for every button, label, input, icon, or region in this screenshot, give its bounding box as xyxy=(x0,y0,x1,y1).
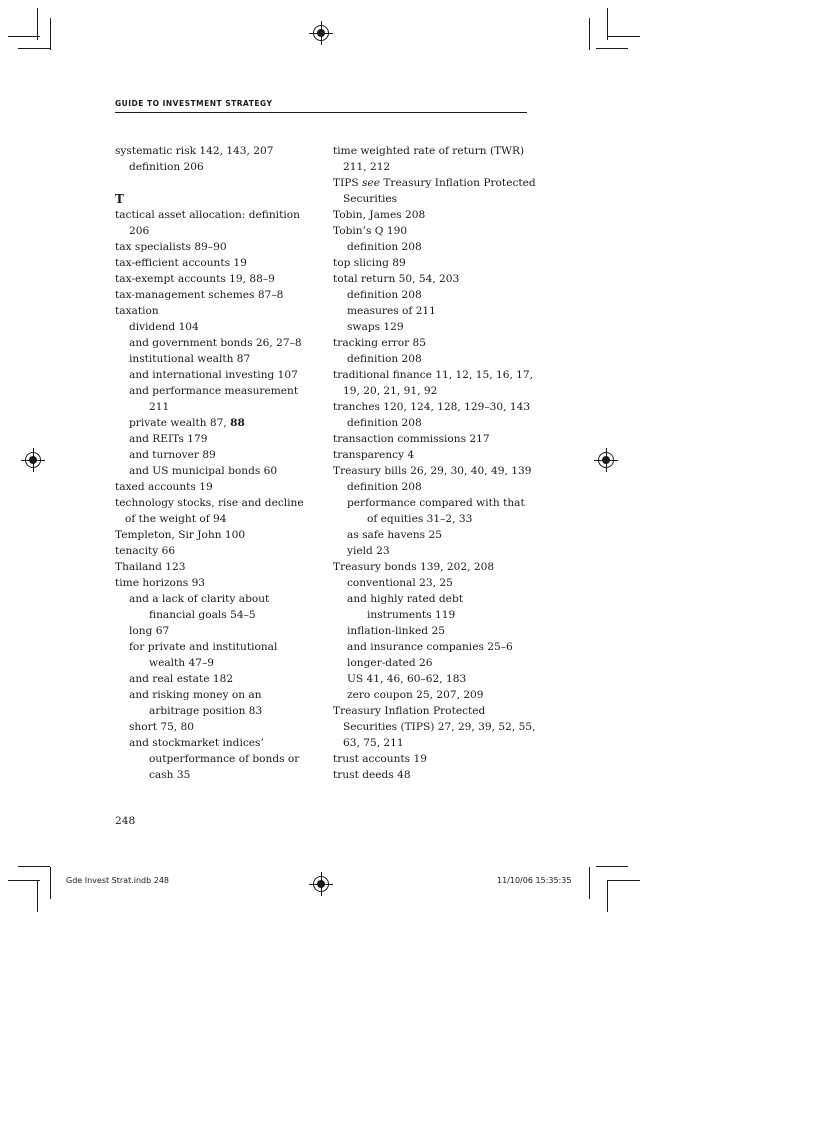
index-entry-text: and a lack of clarity about xyxy=(129,593,270,605)
index-entry xyxy=(115,735,315,751)
index-entry-text: 19, 20, 21, 91, 92 xyxy=(343,385,438,397)
crop-mark xyxy=(37,880,38,912)
index-entry-text: tax-exempt accounts 19, 88–9 xyxy=(115,273,275,285)
index-entry-text: transparency 4 xyxy=(333,449,415,461)
index-entry-text: as safe havens 25 xyxy=(347,529,442,541)
index-entry-text: Treasury bills 26, 29, 30, 40, 49, 139 xyxy=(333,465,532,477)
index-entry xyxy=(125,751,315,767)
index-entry-text: tactical asset allocation: definition xyxy=(115,209,300,221)
slug-filename: Gde Invest Strat.indb 248 xyxy=(66,876,170,885)
index-entry xyxy=(333,639,533,655)
index-entry-text: 211, 212 xyxy=(343,161,391,173)
index-entry-text: transaction commissions 217 xyxy=(333,433,490,445)
index-entry xyxy=(115,511,315,527)
index-entry xyxy=(115,351,315,367)
index-entry xyxy=(115,255,315,271)
index-entry-text: short 75, 80 xyxy=(129,721,195,733)
index-see-reference: see xyxy=(362,177,380,189)
index-entry-text: Securities (TIPS) 27, 29, 39, 52, 55, xyxy=(343,721,536,733)
index-entry xyxy=(333,223,533,239)
index-entry-text: definition 208 xyxy=(347,241,422,253)
crop-mark xyxy=(37,8,38,40)
index-entry-text: and US municipal bonds 60 xyxy=(129,465,278,477)
index-entry xyxy=(333,271,533,287)
index-entry-text: and REITs 179 xyxy=(129,433,208,445)
index-entry-text: and real estate 182 xyxy=(129,673,234,685)
index-entry xyxy=(333,447,533,463)
index-entry-text: of the weight of 94 xyxy=(125,513,227,525)
index-entry xyxy=(333,175,536,191)
index-section-letter: T xyxy=(115,192,124,206)
index-entry-text: systematic risk 142, 143, 207 xyxy=(115,145,274,157)
index-entry-text: taxation xyxy=(115,305,159,317)
registration-mark-icon xyxy=(598,452,614,468)
index-entry-text: technology stocks, rise and decline xyxy=(115,497,304,509)
crop-mark xyxy=(50,18,51,50)
index-entry-text: Thailand 123 xyxy=(115,561,186,573)
index-entry xyxy=(333,543,533,559)
index-entry xyxy=(115,415,315,431)
index-entry-text: tenacity 66 xyxy=(115,545,176,557)
crop-mark xyxy=(589,18,590,50)
index-entry xyxy=(115,223,315,239)
index-entry-text: institutional wealth 87 xyxy=(129,353,251,365)
index-entry-text: arbitrage position 83 xyxy=(149,705,263,717)
index-entry xyxy=(333,671,533,687)
index-entry xyxy=(115,591,315,607)
index-entry-text: inflation-linked 25 xyxy=(347,625,445,637)
index-entry xyxy=(115,383,315,399)
index-entry-text: private wealth 87, xyxy=(129,417,231,429)
index-entry-text: performance compared with that xyxy=(347,497,525,509)
index-entry-text: yield 23 xyxy=(347,545,390,557)
index-entry xyxy=(343,607,533,623)
index-entry xyxy=(115,287,315,303)
index-entry xyxy=(125,655,315,671)
index-entry xyxy=(115,431,315,447)
index-entry xyxy=(343,511,533,527)
index-entry-text: time horizons 93 xyxy=(115,577,206,589)
crop-mark xyxy=(589,867,590,899)
index-entry xyxy=(333,399,533,415)
index-entry-text: outperformance of bonds or xyxy=(149,753,300,765)
running-head: GUIDE TO INVESTMENT STRATEGY xyxy=(115,99,273,108)
index-entry-text: trust accounts 19 xyxy=(333,753,427,765)
crop-mark xyxy=(596,48,628,49)
index-entry-text: Tobin’s Q 190 xyxy=(333,225,408,237)
index-entry xyxy=(333,303,533,319)
index-entry-text: for private and institutional xyxy=(129,641,278,653)
index-entry-text: and stockmarket indices’ xyxy=(129,737,264,749)
index-entry xyxy=(333,527,533,543)
crop-mark xyxy=(596,866,628,867)
index-entry xyxy=(333,367,533,383)
index-entry xyxy=(333,623,533,639)
index-entry xyxy=(333,463,533,479)
index-entry-text: Treasury Inflation Protected xyxy=(333,705,486,717)
registration-mark-icon xyxy=(313,876,329,892)
index-entry xyxy=(333,655,533,671)
index-entry-text: and turnover 89 xyxy=(129,449,216,461)
index-entry-text: definition 208 xyxy=(347,353,422,365)
crop-mark xyxy=(18,48,50,49)
slug-timestamp: 11/10/06 15:35:35 xyxy=(497,876,572,885)
index-entry xyxy=(333,191,533,207)
index-entry-text: tax-efficient accounts 19 xyxy=(115,257,247,269)
index-entry xyxy=(125,607,315,623)
index-entry-text: financial goals 54–5 xyxy=(149,609,256,621)
index-entry-text: definition 208 xyxy=(347,481,422,493)
index-entry xyxy=(333,383,533,399)
index-entry-text: 211 xyxy=(149,401,170,413)
index-entry-text: long 67 xyxy=(129,625,170,637)
index-entry-text: definition 208 xyxy=(347,289,422,301)
index-entry-text: top slicing 89 xyxy=(333,257,406,269)
crop-mark xyxy=(18,866,50,867)
index-entry xyxy=(125,399,315,415)
index-entry-text: definition 206 xyxy=(129,161,204,173)
index-entry xyxy=(333,255,533,271)
index-entry xyxy=(333,559,533,575)
index-entry-text: Securities xyxy=(343,193,398,205)
index-entry xyxy=(333,719,536,735)
index-entry xyxy=(115,319,315,335)
index-entry-text: Treasury bonds 139, 202, 208 xyxy=(333,561,495,573)
index-entry-text: and insurance companies 25–6 xyxy=(347,641,513,653)
registration-mark-icon xyxy=(25,452,41,468)
index-entry-text: US 41, 46, 60–62, 183 xyxy=(347,673,467,685)
index-entry xyxy=(115,559,315,575)
index-entry xyxy=(115,671,315,687)
index-entry-text: dividend 104 xyxy=(129,321,199,333)
index-entry xyxy=(115,239,315,255)
index-column-right xyxy=(333,143,536,783)
index-entry xyxy=(115,159,315,175)
index-entry-text: 63, 75, 211 xyxy=(343,737,404,749)
index-entry-text: tax-management schemes 87–8 xyxy=(115,289,284,301)
index-entry-text: trust deeds 48 xyxy=(333,769,411,781)
index-entry xyxy=(333,751,533,767)
index-entry-text: Templeton, Sir John 100 xyxy=(115,529,246,541)
index-entry xyxy=(115,495,315,511)
index-entry-text: conventional 23, 25 xyxy=(347,577,453,589)
index-entry xyxy=(115,575,315,591)
index-entry xyxy=(333,143,533,159)
index-entry xyxy=(115,687,315,703)
index-entry xyxy=(333,703,533,719)
index-entry-text: definition 208 xyxy=(347,417,422,429)
index-entry-text: and risking money on an xyxy=(129,689,262,701)
index-column-left xyxy=(115,143,315,783)
index-entry xyxy=(333,767,533,783)
crop-mark xyxy=(50,867,51,899)
crop-mark xyxy=(8,36,40,37)
header-rule xyxy=(115,112,527,113)
index-entry-text: tax specialists 89–90 xyxy=(115,241,227,253)
index-entry-text: Treasury Inflation Protected xyxy=(380,177,536,189)
index-bold-locator: 88 xyxy=(230,417,245,429)
index-entry xyxy=(333,207,533,223)
index-entry xyxy=(333,415,533,431)
index-entry-text: and highly rated debt xyxy=(347,593,463,605)
index-entry xyxy=(333,687,533,703)
index-entry-text: TIPS xyxy=(333,177,363,189)
crop-mark xyxy=(608,880,640,881)
index-entry-text: cash 35 xyxy=(149,769,191,781)
crop-mark xyxy=(8,880,40,881)
registration-mark-icon xyxy=(313,25,329,41)
index-entry xyxy=(115,207,315,223)
index-entry xyxy=(115,527,315,543)
page-number: 248 xyxy=(115,815,136,827)
index-entry xyxy=(125,703,315,719)
index-entry xyxy=(333,431,533,447)
index-entry xyxy=(333,239,533,255)
index-entry-text: measures of 211 xyxy=(347,305,436,317)
index-entry-text: swaps 129 xyxy=(347,321,404,333)
index-entry xyxy=(333,319,533,335)
index-entry-text: tracking error 85 xyxy=(333,337,427,349)
index-entry-text: and performance measurement xyxy=(129,385,299,397)
index-entry xyxy=(333,575,533,591)
index-entry xyxy=(115,719,315,735)
index-entry xyxy=(115,479,315,495)
index-entry xyxy=(333,591,533,607)
index-entry-text: and international investing 107 xyxy=(129,369,298,381)
index-entry-text: of equities 31–2, 33 xyxy=(367,513,473,525)
index-entry-text: and government bonds 26, 27–8 xyxy=(129,337,302,349)
index-entry-text: time weighted rate of return (TWR) xyxy=(333,145,525,157)
index-entry xyxy=(115,335,315,351)
index-entry xyxy=(333,287,533,303)
index-entry-text: wealth 47–9 xyxy=(149,657,215,669)
index-entry xyxy=(115,463,315,479)
index-entry xyxy=(333,159,533,175)
crop-mark xyxy=(608,36,640,37)
index-entry xyxy=(115,543,315,559)
index-entry xyxy=(333,479,533,495)
index-entry xyxy=(333,335,533,351)
index-entry xyxy=(115,143,315,159)
index-entry xyxy=(333,495,533,511)
index-entry-text: tranches 120, 124, 128, 129–30, 143 xyxy=(333,401,531,413)
index-entry-text: zero coupon 25, 207, 209 xyxy=(347,689,484,701)
crop-mark xyxy=(607,8,608,40)
index-entry xyxy=(333,351,533,367)
crop-mark xyxy=(607,880,608,912)
index-entry xyxy=(115,271,315,287)
index-entry xyxy=(115,623,315,639)
index-entry-text: 206 xyxy=(129,225,150,237)
index-entry xyxy=(125,767,315,783)
index-entry-text: longer-dated 26 xyxy=(347,657,433,669)
index-entry-text: taxed accounts 19 xyxy=(115,481,213,493)
index-entry xyxy=(115,639,315,655)
index-entry-text: instruments 119 xyxy=(367,609,456,621)
index-entry-text: total return 50, 54, 203 xyxy=(333,273,460,285)
index-entry-text: traditional finance 11, 12, 15, 16, 17, xyxy=(333,369,534,381)
index-entry xyxy=(115,447,315,463)
index-entry xyxy=(333,735,533,751)
index-entry-text: Tobin, James 208 xyxy=(333,209,426,221)
index-entry xyxy=(115,303,315,319)
index-entry xyxy=(115,367,315,383)
